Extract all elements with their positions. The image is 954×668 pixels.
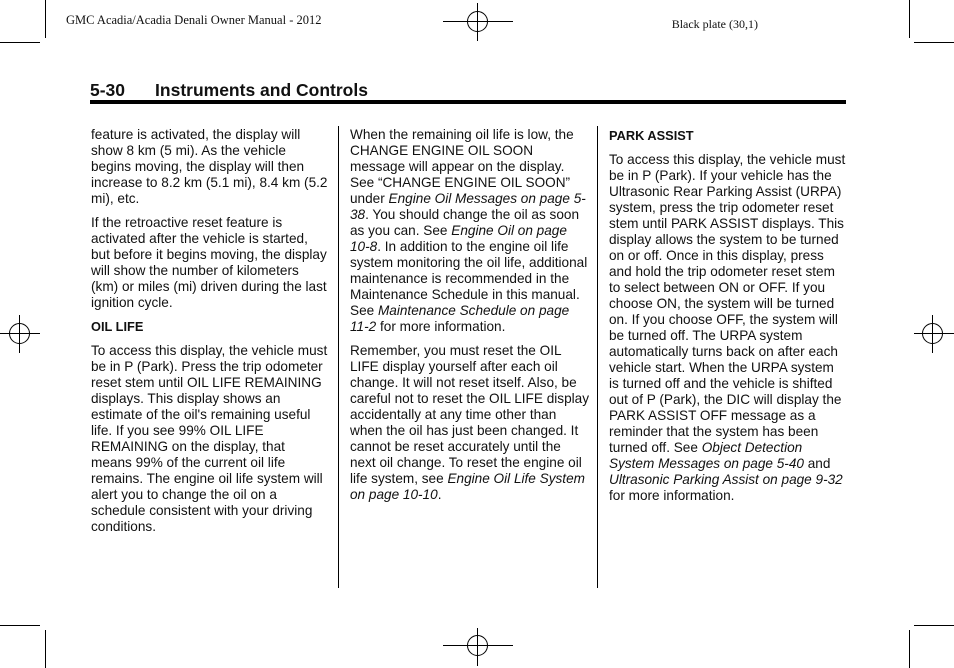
plate-label: Black plate (30,1) bbox=[671, 17, 758, 31]
cross-reference: Ultrasonic Parking Assist on page 9-32 bbox=[609, 472, 843, 487]
section-title: Instruments and Controls bbox=[155, 80, 368, 100]
subheading-park-assist: PARK ASSIST bbox=[609, 128, 694, 143]
subheading-oil-life: OIL LIFE bbox=[91, 319, 144, 334]
crop-mark bbox=[45, 630, 46, 668]
cross-reference: Object Detection System Messages on page 5-40 bbox=[609, 440, 804, 471]
column-2 bbox=[350, 127, 590, 511]
cross-reference: Engine Oil Life System on page 10-10 bbox=[350, 471, 585, 502]
paragraph: Remember, you must reset the OIL LIFE display yourself after each oil change. It will not reset itself. Also, be careful not to reset the OIL LIFE display accidentally at any time other than when the oil has just been changed. It cannot be reset accurately until the next oil change. To reset the engine oil life system, see Engine Oil Life System on page 10-10. bbox=[350, 343, 590, 502]
paragraph: When the remaining oil life is low, the CHANGE ENGINE OIL SOON message will appear on the display. See “CHANGE ENGINE OIL SOON” under Engine Oil Messages on page 5-38. You should change the oil as soon as you can. See Engine Oil on page 10-8. In addition to the engine oil life system monitoring the oil life, additional maintenance is recommended in the Maintenance Schedule in this manual. See Maintenance Schedule on page 11-2 for more information. bbox=[350, 127, 588, 334]
column-3 bbox=[609, 127, 847, 512]
manual-title: GMC Acadia/Acadia Denali Owner Manual - 2012 bbox=[66, 13, 322, 27]
section-number: 5-30 bbox=[90, 80, 126, 100]
cross-reference: Engine Oil on page 10-8 bbox=[350, 223, 567, 254]
crop-mark bbox=[0, 42, 40, 43]
paragraph: To access this display, the vehicle must be in P (Park). If your vehicle has the Ultrasonic Rear Parking Assist (URPA) system, press the trip odometer reset stem until PARK ASSIST displays. This display allows the system to be turned on or off. Once in this display, press and hold the trip odometer reset stem to select between ON or OFF. If you choose ON, the system will be turned on. If you choose OFF, the system will be turned off. The URPA system automatically turns back on after each vehicle start. When the URPA system is turned off and the vehicle is shifted out of P (Park), the DIC will display the PARK ASSIST OFF message as a reminder that the system has been turned off. See Object Detection System Messages on page 5-40 and Ultrasonic Parking Assist on page 9-32 for more information. bbox=[609, 152, 846, 503]
paragraph: To access this display, the vehicle must be in P (Park). Press the trip odometer reset stem until OIL LIFE REMAINING displays. This display shows an estimate of the oil's remaining useful life. If you see 99% OIL LIFE REMAINING on the display, that means 99% of the current oil life remains. The engine oil life system will alert you to change the oil on a schedule consistent with your driving conditions. bbox=[91, 343, 328, 534]
paragraph: feature is activated, the display will show 8 km (5 mi). As the vehicle begins moving, the display will then increase to 8.2 km (5.1 mi), 8.4 km (5.2 mi), etc. bbox=[91, 127, 328, 206]
crop-mark bbox=[909, 630, 910, 668]
column-1 bbox=[91, 127, 329, 543]
column-divider bbox=[338, 126, 339, 588]
cross-reference: Maintenance Schedule on page 11-2 bbox=[350, 303, 570, 334]
section-heading bbox=[90, 80, 368, 101]
crop-mark bbox=[0, 625, 40, 626]
crop-mark bbox=[914, 42, 954, 43]
crop-mark bbox=[45, 0, 46, 38]
paragraph: If the retroactive reset feature is activated after the vehicle is started, but before it begins moving, the display will show the number of kilometers (km) or miles (mi) driven during the last ignition cycle. bbox=[91, 215, 327, 310]
heading-rule bbox=[90, 100, 846, 104]
cross-reference: Engine Oil Messages on page 5-38 bbox=[350, 191, 586, 222]
crop-mark bbox=[909, 0, 910, 38]
column-divider bbox=[597, 126, 598, 588]
crop-mark bbox=[914, 625, 954, 626]
